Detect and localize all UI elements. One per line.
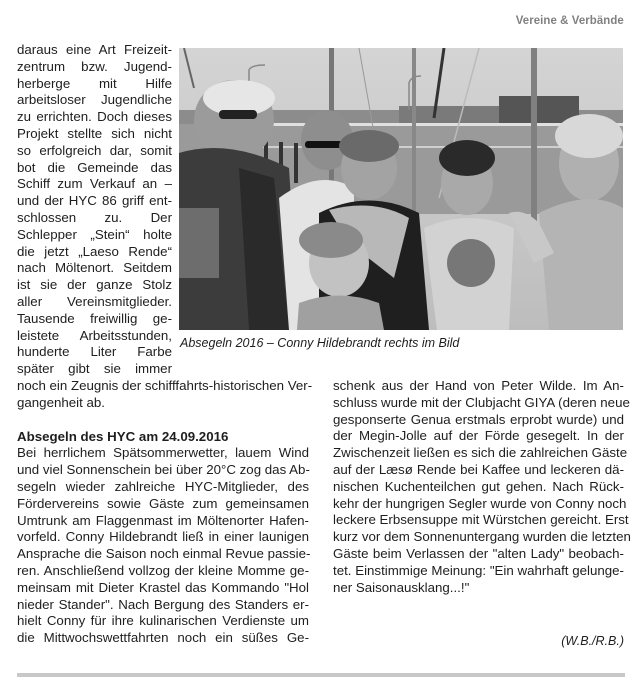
text-line: der Megin-Jolle auf der Förde gesegelt. In der: [333, 428, 624, 444]
text-line: leckere Erbsensuppe mit Würstchen gereicht. Erst: [333, 512, 629, 528]
text-line: kehr der hungrigen Segler wurde von Conny noch: [333, 495, 627, 511]
text-line: bot die Gemeinde das: [17, 159, 172, 175]
text-line: zentrum bzw. Jugend-: [17, 58, 172, 74]
text-line: tet. Einstimmige Meinung: "Ein wahrhaft gelunge-: [333, 562, 624, 578]
text-line: leistete Arbeitsstunden,: [17, 327, 172, 343]
photo-caption: Absegeln 2016 – Conny Hildebrandt rechts im Bild: [180, 336, 460, 350]
text-line: segeln wieder zahlreiche HYC-Mitglieder, des: [17, 478, 309, 494]
text-line: zu errichten. Doch dieses: [17, 109, 172, 125]
text-line: noch ein Zeugnis der schifffahrts-historischen Ver-: [17, 378, 313, 393]
text-line: Umtrunk am Flaggenmast im Möltenorter Hafen-: [17, 512, 309, 528]
text-line: nach Möltenort. Seitdem: [17, 260, 172, 276]
text-line: Schiff zum Verkauf an –: [17, 176, 172, 192]
text-line: nischen Kuchenteilchen gut gehen. Nach Rück-: [333, 478, 624, 494]
text-line: hunderte Liter Farbe: [17, 344, 172, 360]
text-line: Projekt stellte sich nicht: [17, 125, 172, 141]
footer-divider: [17, 673, 625, 677]
text-line: gesponserte Genua erstmals erprobt wurde) und: [333, 411, 624, 427]
group-photo: [179, 48, 623, 330]
text-line: herberge mit Hilfe: [17, 75, 172, 91]
text-line: ner Saisonausklang...!": [333, 579, 470, 595]
text-line: schlossen zu. Der: [17, 209, 172, 225]
text-line: schluss wurde mit der Clubjacht GIYA (deren neue: [333, 394, 630, 410]
text-line: vorfeld. Conny Hildebrandt ließ in einer launigen: [17, 529, 309, 545]
text-line: Tausende freiwillig ge-: [17, 310, 172, 326]
text-line: schenk aus der Hand von Peter Wilde. Im An-: [333, 378, 624, 393]
text-line: aller Vereinsmitglieder.: [17, 293, 172, 309]
text-line: und der HYC 86 griff ent-: [17, 193, 172, 209]
text-line: die Mittwochswettfahrten noch ein süßes Ge-: [17, 630, 309, 646]
harbor-photo-illustration: [179, 48, 623, 330]
text-line: später gibt sie immer: [17, 361, 172, 377]
text-line: arbeitsloser Jugendliche: [17, 92, 172, 108]
author-signature: (W.B./R.B.): [561, 634, 624, 648]
narrow-column-text: [17, 42, 172, 378]
text-line: ren. Anschließend vollzog der kleine Momme ge-: [17, 562, 309, 578]
text-line: Fördervereins sowie Gäste zum gemeinsamen: [17, 495, 309, 511]
text-line: daraus eine Art Freizeit-: [17, 42, 172, 57]
text-line: die jetzt „Laeso Rende“: [17, 243, 172, 259]
text-line: Schlepper „Stein“ holte: [17, 226, 172, 242]
article-headline: Absegeln des HYC am 24.09.2016: [17, 428, 229, 444]
section-title: Vereine & Verbände: [515, 13, 624, 27]
text-line: Gäste beim Verlassen der "alten Lady" beobach-: [333, 545, 624, 561]
text-line: und viel Sonnenschein bei über 20°C zog das Ab-: [17, 462, 310, 478]
text-line: Zwischenzeit ließen es sich die zahlreichen Gäste: [333, 445, 628, 461]
text-line: hielt Conny für ihre kulinarischen Verdienste um: [17, 613, 309, 629]
text-line: meinsam mit Dieter Krastel das Kommando "Hol: [17, 579, 309, 595]
text-line: ist sie der ganze Stolz: [17, 277, 172, 293]
text-line: Ansprache die Saison noch einmal Revue passie-: [17, 546, 311, 562]
text-line: kurz vor dem Sonnenuntergang wurden die letzten: [333, 529, 631, 545]
left-column-text: [17, 378, 313, 647]
text-line: Bei herrlichem Spätsommerwetter, lauem Wind: [17, 445, 309, 461]
text-line: so erfolgreich dar, somit: [17, 142, 172, 158]
text-line: auf der Læsø Rende bei Kaffee und leckeren dä-: [333, 461, 624, 477]
right-column-text: [333, 378, 631, 596]
text-line: gangenheit ab.: [17, 394, 105, 410]
text-line: nieder Stander". Nach Bergung des Standers er-: [17, 596, 309, 612]
